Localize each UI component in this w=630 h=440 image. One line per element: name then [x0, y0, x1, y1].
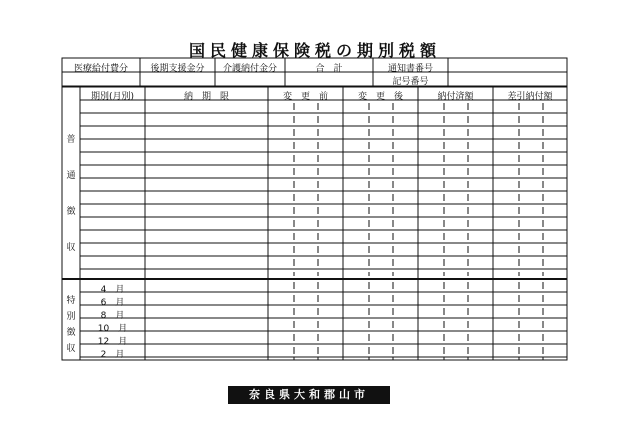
document-title: 国民健康保険税の期別税額	[188, 41, 441, 60]
month-label: 6 月	[100, 298, 125, 308]
month-label: 8 月	[100, 311, 125, 321]
special-collection-char: 別	[66, 312, 76, 322]
deadline-header: 納 期 限	[183, 92, 229, 102]
nursing-care-label: 介護納付金分	[222, 64, 277, 74]
municipality-stamp: 奈良県大和郡山市	[228, 386, 390, 404]
after-change-header: 変 更 後	[357, 92, 403, 102]
normal-collection-char: 収	[66, 243, 76, 253]
special-collection-char: 徴	[66, 328, 76, 338]
period-header: 期別(月別)	[90, 92, 135, 102]
paid-header: 納付済額	[437, 92, 474, 102]
month-label: 4 月	[100, 285, 125, 295]
normal-collection-char: 普	[66, 135, 76, 145]
special-collection-char: 特	[66, 296, 76, 306]
month-label: 10 月	[97, 324, 128, 334]
total-label: 合 計	[315, 64, 343, 74]
before-change-header: 変 更 前	[282, 92, 328, 102]
month-label: 2 月	[100, 350, 125, 360]
notice-number-label: 通知書番号	[387, 64, 433, 74]
special-collection-char: 収	[66, 344, 76, 354]
medical-benefit-label: 医療給付費分	[73, 64, 128, 74]
normal-collection-char: 徴	[66, 207, 76, 217]
difference-header: 差引納付額	[507, 92, 553, 102]
month-label: 12 月	[97, 337, 128, 347]
elderly-support-label: 後期支援金分	[150, 64, 205, 74]
normal-collection-char: 通	[66, 171, 76, 181]
record-number-label: 記号番号	[392, 77, 429, 87]
